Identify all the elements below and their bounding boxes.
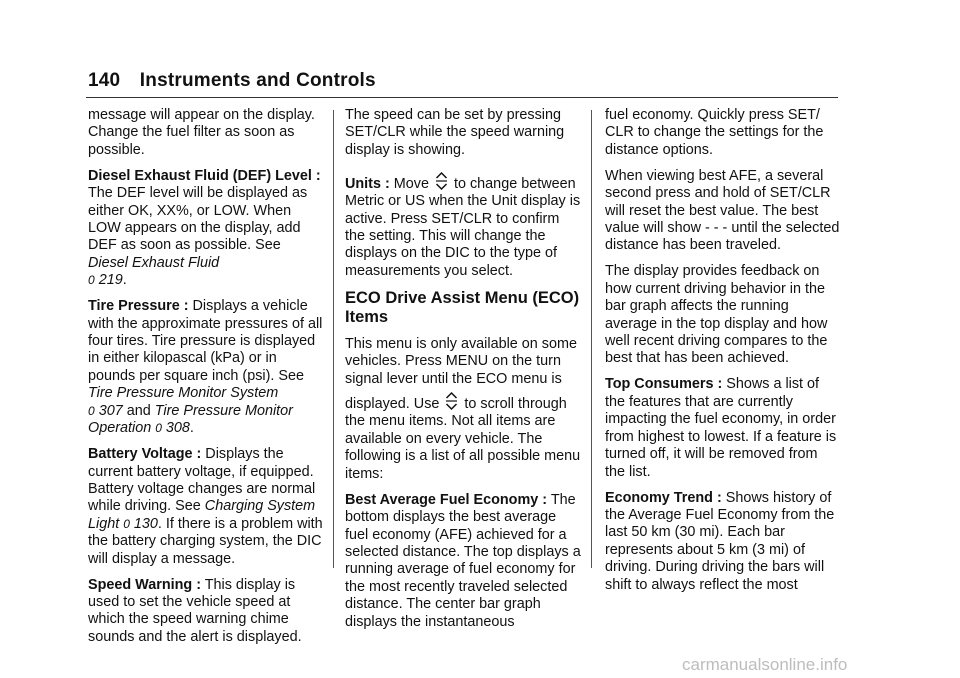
paragraph-tire-pressure (88, 298, 324, 437)
column-2 (345, 107, 583, 640)
xref-charging-system-light[interactable]: Charging System Light (88, 498, 316, 532)
column-divider-2 (591, 110, 592, 568)
column-1 (88, 107, 324, 655)
paragraph-speed-warning (88, 577, 324, 647)
paragraph-text: The bottom displays the best average fuel economy (AFE) achieved for a selected distance. The top displays a running average of fuel economy for the most recently traveled selected distance. The center bar graph displays the instantaneous (345, 491, 581, 630)
paragraph-text: Displays the current battery voltage, if equipped. Battery voltage changes are normal while driving. See (88, 446, 316, 515)
paragraph-def-level (88, 168, 324, 290)
paragraph-fuel-filter (88, 107, 324, 159)
page-reference-arrow-icon: 0 (88, 273, 95, 288)
section-title: Instruments and Controls (139, 70, 376, 91)
page-reference-arrow-icon: 0 (88, 403, 95, 418)
watermark: carmanualsonline.info (682, 655, 848, 674)
period: . (189, 420, 194, 437)
paragraph-best-afe (345, 492, 583, 631)
paragraph-text: Move (393, 175, 429, 192)
term-def-level: Diesel Exhaust Fluid (DEF) Level : (88, 167, 321, 184)
column-3 (605, 107, 840, 603)
term-tire-pressure: Tire Pressure : (88, 298, 189, 315)
paragraph-text: message will appear on the display. Change the fuel filter as soon as possible. (88, 107, 315, 158)
up-down-chevron-icon (435, 171, 448, 196)
page-ref-219[interactable]: 219 (98, 272, 123, 289)
paragraph-text: The display provides feedback on how current driving behavior in the bar graph affects the running average in the top display and how well recent driving compares to the best that has been achieved. (605, 263, 828, 367)
paragraph-text: The speed can be set by pressing SET/CLR while the speed warning display is showing. (345, 107, 565, 158)
paragraph-text: This menu is only available on some vehicles. Press MENU on the turn signal lever until the ECO menu is displayed. Use (345, 335, 577, 413)
paragraph-top-consumers (605, 376, 840, 480)
page-reference-arrow-icon: 0 (155, 421, 162, 436)
term-units: Units : (345, 175, 390, 192)
paragraph-fuel-economy-settings (605, 107, 840, 159)
xref-tire-pressure-monitor-system[interactable]: Tire Pressure Monitor System (88, 385, 279, 402)
up-down-chevron-icon (445, 391, 458, 416)
paragraph-speed-set (345, 107, 583, 159)
paragraph-text: When viewing best AFE, a several second press and hold of SET/CLR will reset the best value. The best value will show - - - until the selected distance has been traveled. (605, 167, 840, 254)
paragraph-feedback (605, 263, 840, 367)
paragraph-text: Shows a list of the features that are currently impacting the fuel economy, in order from highest to lowest. If a feature is turned off, it will be removed from the list. (605, 376, 837, 480)
paragraph-economy-trend (605, 490, 840, 594)
paragraph-text: to change between Metric or US when the Unit display is active. Press SET/CLR to confirm the setting. This will change the displays on the DIC to the type of measurements you select. (345, 175, 581, 279)
page-number: 140 (88, 70, 121, 91)
paragraph-units (345, 168, 583, 280)
page-reference-arrow-icon: 0 (123, 516, 130, 531)
section-heading-eco-menu: ECO Drive Assist Menu (ECO) Items (345, 288, 580, 327)
column-divider-1 (333, 110, 334, 568)
conjunction: and (126, 402, 151, 419)
paragraph-best-afe-reset (605, 168, 840, 255)
page-header (88, 70, 376, 92)
paragraph-text: Shows history of the Average Fuel Economy from the last 50 km (30 mi). Each bar represents about 5 km (3 mi) of driving. During driving the bars will shift to always reflect the most (605, 489, 835, 593)
period: . (122, 272, 127, 289)
page-ref-307[interactable]: 307 (98, 402, 123, 419)
term-speed-warning: Speed Warning : (88, 576, 201, 593)
paragraph-text: This display is used to set the vehicle speed at which the speed warning chime sounds and the alert is displayed. (88, 576, 302, 645)
header-rule (86, 97, 838, 98)
paragraph-text: . If there is a problem with the battery charging system, the DIC will display a message. (88, 515, 323, 567)
term-best-average-fuel-economy: Best Average Fuel Economy : (345, 491, 548, 508)
paragraph-eco-menu (345, 336, 583, 483)
page-ref-308[interactable]: 308 (165, 420, 190, 437)
xref-tire-pressure-monitor-operation[interactable]: Tire Pressure Monitor Operation (88, 402, 293, 437)
term-battery-voltage: Battery Voltage : (88, 446, 202, 463)
term-top-consumers: Top Consumers : (605, 376, 723, 393)
page-ref-130[interactable]: 130 (133, 515, 158, 532)
paragraph-text: Displays a vehicle with the approximate pressures of all four tires. Tire pressure is displayed in either kilopascal (kPa) or in pounds per square inch (psi). See (88, 298, 323, 384)
xref-diesel-exhaust-fluid[interactable]: Diesel Exhaust Fluid (88, 254, 220, 271)
term-economy-trend: Economy Trend : (605, 489, 722, 506)
paragraph-text: to scroll through the menu items. Not all items are available on every vehicle. The following is a list of all possible menu items: (345, 396, 581, 482)
paragraph-battery-voltage (88, 446, 324, 568)
paragraph-text: The DEF level will be displayed as either OK, XX%, or LOW. When LOW appears on the display, add DEF as soon as possible. See (88, 185, 308, 254)
paragraph-text: fuel economy. Quickly press SET/ CLR to change the settings for the distance options. (605, 107, 824, 158)
